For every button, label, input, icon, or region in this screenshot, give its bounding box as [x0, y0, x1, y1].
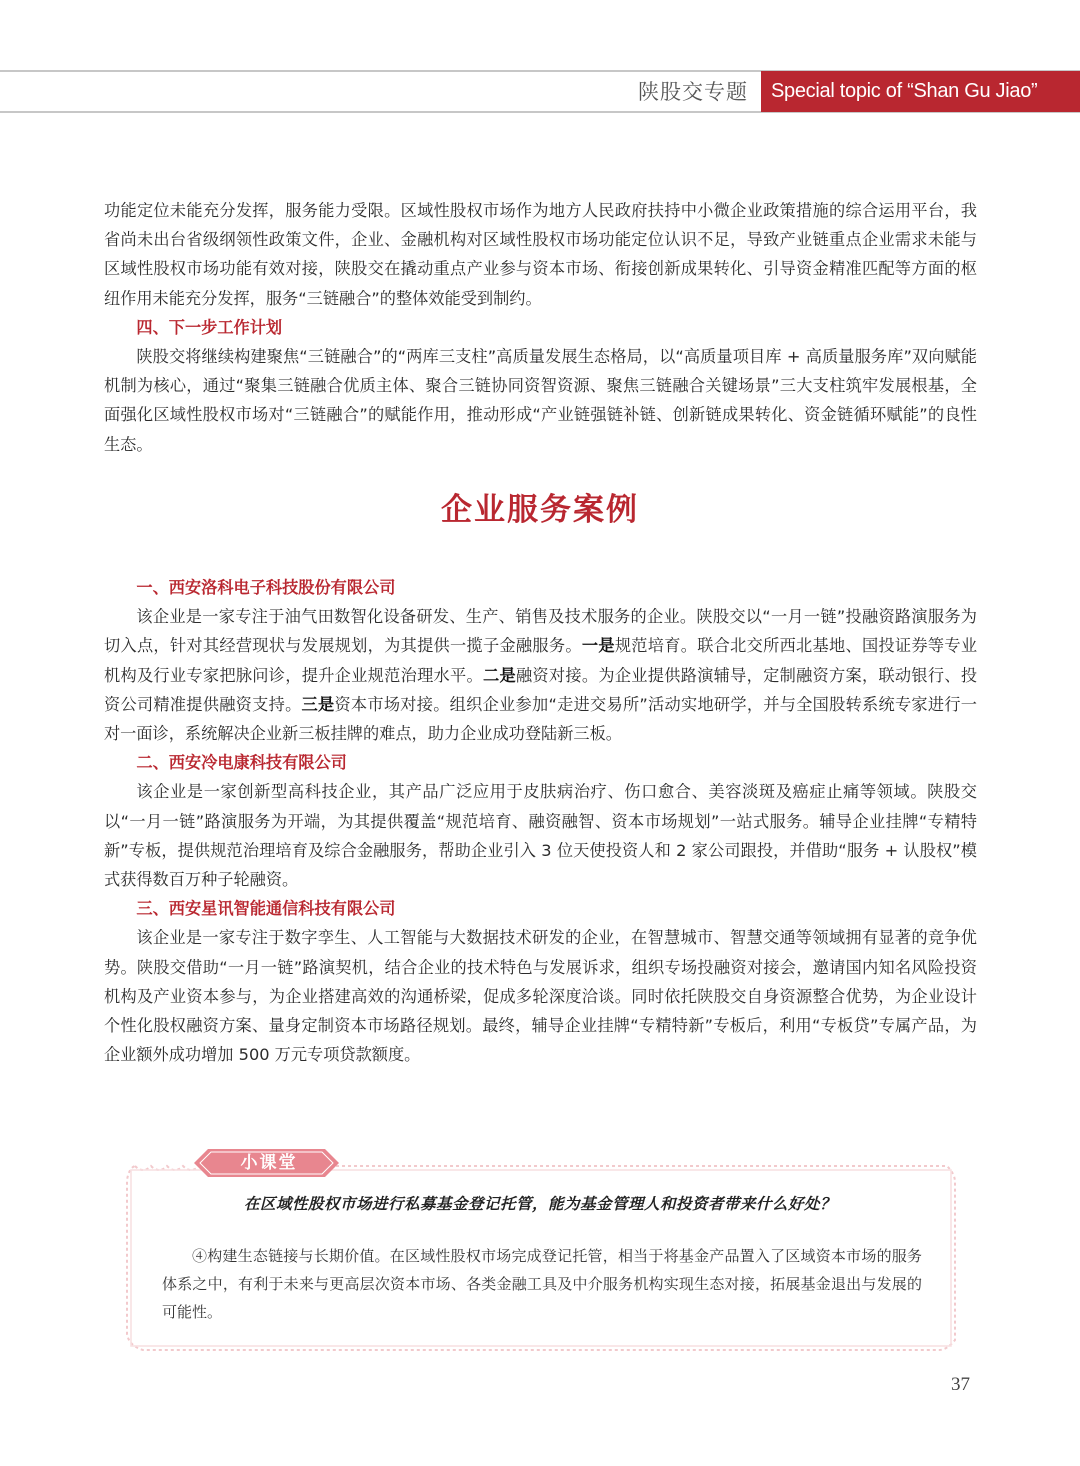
paragraph: ④构建生态链接与长期价值。在区域性股权市场完成登记托管，相当于将基金产品置入了区域资本市场的服务体系之中，有利于未来与更高层次资本市场、各类金融工具及中介服务机构实现生态对接，拓展基金退出与发展的可能性。	[162, 1247, 922, 1321]
classroom-question: 在区域性股权市场进行私募基金登记托管，能为基金管理人和投资者带来什么好处？	[243, 1194, 836, 1213]
classroom-answer	[162, 1242, 922, 1326]
paragraph: 陕股交将继续构建聚焦“三链融合”的“两库三支柱”高质量发展生态格局，以“高质量项目库 + 高质量服务库”双向赋能机制为核心，通过“聚集三链融合优质主体、聚合三链协同资智资源、聚焦三链融合关键场景”三大支柱筑牢发展根基，全面强化区域性股权市场对“三链融合”的赋能作用，推动形成“产业链强链补链、创新链成果转化、资金链循环赋能”的良性生态。	[104, 347, 977, 454]
cases-section	[104, 573, 977, 1069]
classroom-tag: 小课堂	[240, 1153, 298, 1173]
header-cn-title: 陕股交专题	[638, 80, 748, 104]
paragraph: 功能定位未能充分发挥，服务能力受限。区域性股权市场作为地方人民政府扶持中小微企业政策措施的综合运用平台，我省尚未出台省级纲领性政策文件，企业、金融机构对区域性股权市场功能定位认识不足，导致产业链重点企业需求未能与区域性股权市场功能有效对接，陕股交在撬动重点产业参与资本市场、衔接创新成果转化、引导资金精准匹配等方面的枢纽作用未能充分发挥，服务“三链融合”的整体效能受到制约。	[104, 201, 977, 308]
case-heading: 二、西安冷电康科技有限公司	[136, 753, 347, 773]
paragraph	[104, 602, 977, 748]
header-en-title: Special topic of “Shan Gu Jiao”	[761, 71, 1080, 112]
case-heading: 三、西安星讯智能通信科技有限公司	[136, 899, 396, 919]
emphasis: 三是	[301, 694, 335, 714]
page-number: 37	[951, 1374, 970, 1395]
paragraph: 该企业是一家专注于数字孪生、人工智能与大数据技术研发的企业，在智慧城市、智慧交通等领域拥有显著的竞争优势。陕股交借助“一月一链”路演契机，结合企业的技术特色与发展诉求，组织专场投融资对接会，邀请国内知名风险投资机构及产业资本参与，为企业搭建高效的沟通桥梁，促成多轮深度洽谈。同时依托陕股交自身资源整合优势，为企业设计个性化股权融资方案、量身定制资本市场路径规划。最终，辅导企业挂牌“专精特新”专板后，利用“专板贷”专属产品，为企业额外成功增加 500 万元专项贷款额度。	[104, 928, 977, 1065]
case-heading: 一、西安洛科电子科技股份有限公司	[136, 578, 396, 597]
paragraph: 该企业是一家创新型高科技企业，其产品广泛应用于皮肤病治疗、伤口愈合、美容淡斑及癌症止痛等领域。陕股交以“一月一链”路演服务为开端，为其提供覆盖“规范培育、融资融智、资本市场规划”一站式服务。辅导企业挂牌“专精特新”专板，提供规范治理培育及综合金融服务，帮助企业引入 3 位天使投资人和 2 家公司跟投，并借助“服务 + 认股权”模式获得数百万种子轮融资。	[104, 782, 977, 890]
section-heading: 四、下一步工作计划	[136, 317, 283, 337]
page-title: 企业服务案例	[441, 492, 639, 528]
emphasis: 二是	[482, 665, 516, 685]
text-run: 资本市场对接。组织企业参加“走进交易所”活动实地研学，并与全国股转系统专家进行一对一面诊，系统解决企业新三板挂牌的难点，助力企业成功登陆新三板。	[104, 694, 977, 744]
text-run: 该企业是一家专注于油气田数智化设备研发、生产、销售及技术服务的企业。陕股交以“一月一链”投融资路演服务为切入点，针对其经营现状与发展规划，为其提供一揽子金融服务。	[104, 607, 977, 656]
top-section	[104, 196, 977, 459]
emphasis: 一是	[581, 636, 615, 656]
text-run: 融资对接。为企业提供路演辅导，定制融资方案，联动银行、投资公司精准提供融资支持。	[104, 665, 978, 714]
text-run: 规范培育。联合北交所西北基地、国投证券等专业机构及行业专家把脉问诊，提升企业规范治理水平。	[104, 636, 978, 685]
